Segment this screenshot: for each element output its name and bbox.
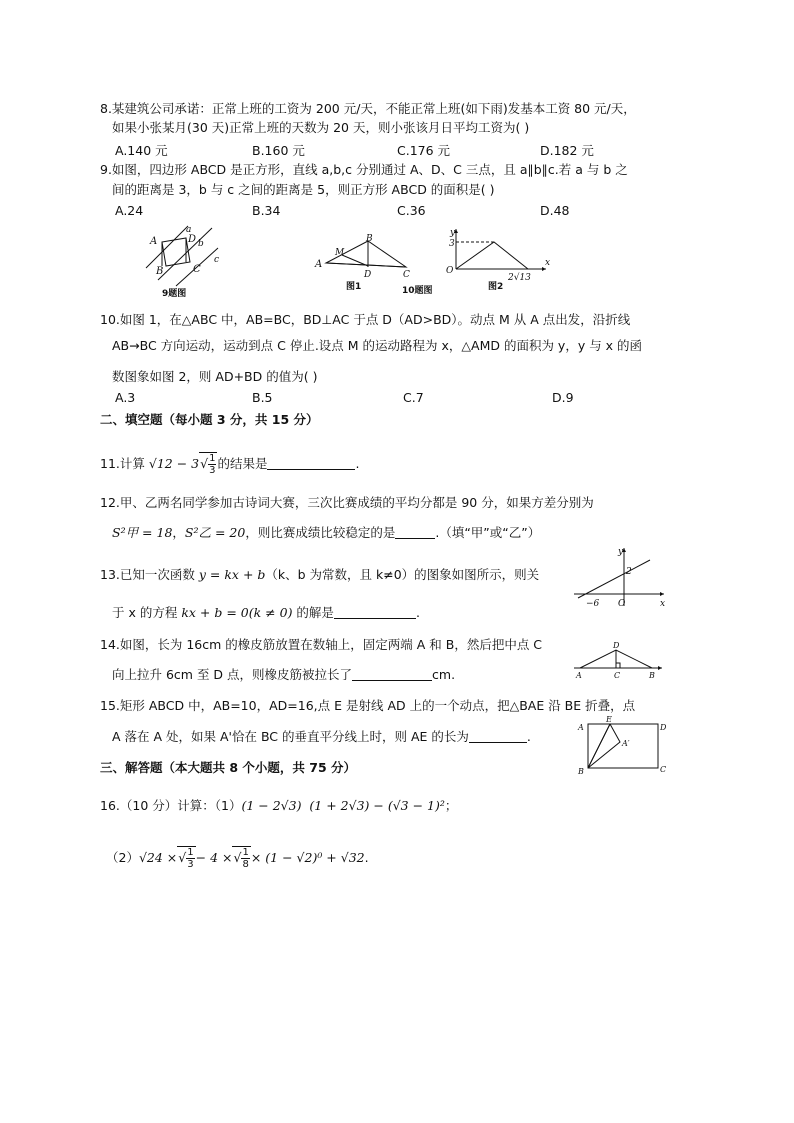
q12-tail2: .（填“甲”或“乙”） — [435, 525, 541, 540]
svg-text:O: O — [618, 599, 626, 609]
svg-text:a: a — [186, 225, 192, 235]
q12-tail: ，则比赛成绩比较稳定的是 — [245, 525, 396, 540]
svg-text:D: D — [188, 234, 197, 245]
q16-part1-term2: (1 + 2√3) − (√3 − 1)² — [309, 798, 445, 813]
q11-end: . — [355, 456, 360, 471]
q16-expr1: √24 × — [138, 850, 178, 865]
fig1-label: 图1 — [346, 282, 362, 292]
figure-q9 — [140, 222, 230, 300]
q13-answer-blank[interactable] — [334, 605, 416, 619]
q16-radical2: √ $\frac{1}{8}$ — [233, 847, 249, 870]
svg-text:A: A — [315, 259, 323, 270]
q12-line2: S²甲 = 18，S²乙 = 20，则比赛成绩比较稳定的是 .（填“甲”或“乙”） — [112, 525, 541, 540]
q10-line1: 10.如图 1，在△ABC 中，AB=BC，BD⊥AC 于点 D（AD>BD）。动点 M 从 A 点出发，沿折线 — [100, 312, 631, 327]
svg-text:B: B — [649, 671, 655, 680]
q12-var-jia: S²甲 = 18 — [112, 525, 173, 540]
fig2-y-tick: 3 — [449, 239, 455, 249]
q11 — [100, 452, 359, 476]
q10-option-b: B.5 — [252, 390, 273, 405]
q10-option-c: C.7 — [403, 390, 424, 405]
figure-q10-1 — [312, 233, 433, 296]
svg-text:y: y — [450, 228, 456, 238]
q10-line2: AB→BC 方向运动，运动到点 C 停止.设点 M 的运动路程为 x，△AMD 的面积为 y，y 与 x 的函 — [112, 338, 643, 353]
svg-text:B: B — [366, 234, 373, 244]
svg-text:b: b — [198, 239, 204, 249]
svg-text:x: x — [660, 599, 666, 609]
q16-part2 — [106, 846, 369, 870]
q13-line1-a: 13.已知一次函数 — [100, 567, 199, 582]
svg-text:C: C — [193, 264, 201, 275]
q15-end: . — [526, 729, 531, 744]
svg-text:A: A — [578, 723, 584, 732]
q13-line2-b: 的解是 — [292, 605, 334, 620]
line-b — [158, 228, 212, 280]
svg-text:c: c — [214, 255, 220, 265]
line-a — [146, 226, 188, 268]
q8-line1: 8.某建筑公司承诺：正常上班的工资为 200 元/天，不能正常上班(如下雨)发基本工资 80 元/天， — [100, 101, 636, 116]
q16-part1-term1: (1 − 2√3) — [241, 798, 302, 813]
q16-frac1-num: 1 — [187, 847, 194, 858]
svg-text:B: B — [156, 266, 164, 277]
svg-text:C: C — [614, 671, 621, 680]
q11-frac-den: 3 — [209, 465, 216, 476]
q11-radical: √ $\frac{1}{3}$ — [200, 453, 216, 476]
q16-end2: . — [364, 850, 369, 865]
fig10-caption: 10题图 — [402, 286, 433, 296]
svg-text:D: D — [660, 723, 667, 732]
q9-option-d: D.48 — [540, 203, 570, 218]
svg-text:B: B — [578, 767, 584, 776]
q13-line-graph — [578, 560, 650, 598]
q13-function: y = kx + b — [198, 567, 266, 582]
q11-expr: √12 − 3 — [148, 456, 200, 471]
svg-text:C: C — [403, 270, 410, 280]
q14-unit: cm. — [432, 667, 456, 682]
q16-part1 — [100, 797, 457, 814]
figure-q10-2 — [442, 225, 552, 295]
q8-option-a: A.140 元 — [115, 143, 168, 158]
figure-q14 — [572, 638, 664, 680]
q14-line2-text: 向上拉升 6cm 至 D 点，则橡皮筋被拉长了 — [112, 667, 353, 682]
q13-y-tick: 2 — [626, 567, 632, 577]
fig2-x-tick: 2√13 — [508, 273, 531, 283]
q10-line3: 数图象如图 2，则 AD+BD 的值为( ) — [112, 369, 318, 384]
q16-expr3: × (1 − √2)⁰ + √32 — [250, 850, 365, 865]
q16-fraction1 — [186, 847, 194, 870]
q14-line1: 14.如图，长为 16cm 的橡皮筋放置在数轴上，固定两端 A 和 B，然后把中点 C — [100, 637, 543, 652]
svg-text:x: x — [545, 258, 551, 268]
q12-var-yi: S²乙 = 20 — [184, 525, 246, 540]
q16-expr2: − 4 × — [195, 850, 233, 865]
q11-suffix: 的结果是 — [217, 456, 268, 471]
q13-equation: kx + b = 0(k ≠ 0) — [181, 605, 293, 620]
q10-option-d: D.9 — [552, 390, 574, 405]
q8-line2: 如果小张某月(30 天)正常上班的天数为 20 天，则小张该月日平均工资为( ) — [112, 120, 530, 135]
q16-fraction2 — [241, 847, 249, 870]
q11-fraction — [208, 453, 216, 476]
q11-prefix: 11.计算 — [100, 456, 149, 471]
svg-text:M: M — [335, 248, 345, 258]
q16-sub2: （2） — [106, 850, 139, 865]
q15-line2-text: A 落在 A 处，如果 A'恰在 BC 的垂直平分线上时，则 AE 的长为 — [112, 729, 469, 744]
q15-answer-blank[interactable] — [469, 729, 527, 743]
svg-text:O: O — [446, 266, 454, 276]
q13-line1-b: （k、b 为常数，且 k≠0）的图象如图所示，则关 — [265, 567, 540, 582]
q13-end: . — [415, 605, 420, 620]
svg-text:D: D — [364, 270, 372, 280]
q16-radical1: √ $\frac{1}{3}$ — [178, 847, 194, 870]
fig2-graph — [456, 242, 528, 269]
q11-frac-num: 1 — [209, 453, 216, 464]
q13-line2-a: 于 x 的方程 — [112, 605, 182, 620]
q9-line1: 9.如图，四边形 ABCD 是正方形，直线 a,b,c 分别通过 A、D、C 三点，且 a∥b∥c.若 a 与 b 之 — [100, 162, 628, 177]
q11-answer-blank[interactable] — [267, 456, 355, 470]
section-3-title: 三、解答题（本大题共 8 个小题，共 75 分） — [100, 760, 357, 775]
q9-option-b: B.34 — [252, 203, 281, 218]
q16-frac2-den: 8 — [242, 859, 249, 870]
q12-line1: 12.甲、乙两名同学参加古诗词大赛，三次比赛成绩的平均分都是 90 分，如果方差分别为 — [100, 495, 594, 510]
q9-option-c: C.36 — [397, 203, 426, 218]
q16-end1: ； — [444, 798, 458, 813]
q14-line2 — [112, 666, 455, 683]
section-2-title: 二、填空题（每小题 3 分，共 15 分） — [100, 412, 319, 427]
q8-option-c: C.176 元 — [397, 143, 451, 158]
q12-answer-blank[interactable] — [395, 525, 435, 539]
q9-option-a: A.24 — [115, 203, 144, 218]
q13-x-tick: −6 — [586, 599, 600, 609]
fig9-caption: 9题图 — [162, 289, 187, 299]
q16-frac2-num: 1 — [242, 847, 249, 858]
svg-text:A: A — [150, 236, 158, 247]
q8-option-b: B.160 元 — [252, 143, 305, 158]
figure-q13 — [572, 544, 672, 610]
q14-answer-blank[interactable] — [352, 667, 432, 681]
q8-option-d: D.182 元 — [540, 143, 594, 158]
q9-line2: 间的距离是 3，b 与 c 之间的距离是 5，则正方形 ABCD 的面积是( ) — [112, 182, 495, 197]
svg-text:A: A — [576, 671, 582, 680]
q15-line1: 15.矩形 ABCD 中，AB=10，AD=16,点 E 是射线 AD 上的一个动点，把△BAE 沿 BE 折叠，点 — [100, 698, 636, 713]
q16-head: 16.（10 分）计算：（1） — [100, 798, 242, 813]
q16-frac1-den: 3 — [187, 859, 194, 870]
fig2-label: 图2 — [488, 282, 504, 292]
q15-line2 — [112, 728, 531, 745]
q13-line2 — [112, 604, 420, 621]
svg-text:A′: A′ — [622, 739, 630, 748]
svg-text:E: E — [606, 715, 612, 724]
q13-line1 — [100, 566, 539, 583]
svg-text:C: C — [660, 765, 667, 774]
svg-text:D: D — [613, 641, 620, 650]
svg-text:y: y — [618, 547, 624, 557]
q10-option-a: A.3 — [115, 390, 136, 405]
figure-q15 — [574, 716, 674, 776]
